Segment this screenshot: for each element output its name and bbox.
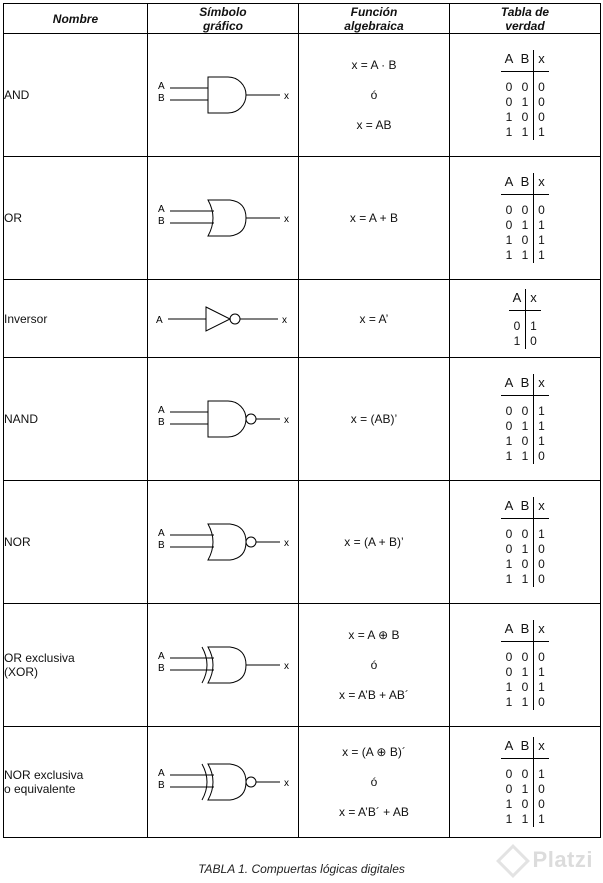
gate-name-cell bbox=[4, 280, 148, 358]
truth-table-value: 0 bbox=[533, 572, 549, 587]
gate-name-line2: (XOR) bbox=[4, 665, 38, 679]
truth-table bbox=[450, 173, 600, 263]
truth-table-value: 1 bbox=[533, 233, 549, 248]
platzi-watermark bbox=[501, 847, 593, 873]
header-row bbox=[4, 4, 601, 34]
gate-function-cell bbox=[298, 157, 449, 280]
truth-table bbox=[450, 289, 600, 349]
truth-table-header: x bbox=[533, 50, 549, 72]
input-a-label: A bbox=[157, 528, 165, 539]
truth-table bbox=[450, 50, 600, 140]
truth-table-value: 1 bbox=[505, 797, 513, 811]
truth-table-value: 0 bbox=[505, 767, 513, 781]
truth-table-value: 0 bbox=[533, 195, 549, 218]
truth-table-value: 1 bbox=[521, 419, 529, 433]
truth-table-cell bbox=[449, 280, 600, 358]
gate-function-cell bbox=[298, 727, 449, 838]
truth-table-value: 1 bbox=[521, 782, 529, 796]
truth-table-value: 1 bbox=[521, 665, 529, 679]
input-a-label: A bbox=[157, 204, 165, 215]
gate-function-cell bbox=[298, 358, 449, 481]
input-b-label: B bbox=[157, 540, 165, 551]
header-name-text: Nombre bbox=[52, 11, 99, 26]
input-b-label: B bbox=[157, 417, 165, 428]
gate-name-line1: OR exclusiva bbox=[4, 651, 75, 665]
truth-table-value: 1 bbox=[525, 311, 541, 334]
truth-table-value: 0 bbox=[505, 80, 513, 94]
truth-table-value: 0 bbox=[533, 110, 549, 125]
gate-symbol-cell bbox=[147, 604, 298, 727]
truth-table-value: 0 bbox=[521, 434, 529, 448]
truth-table-value: 0 bbox=[521, 110, 529, 124]
truth-table-header: A bbox=[509, 289, 525, 311]
truth-table-value: 1 bbox=[533, 665, 549, 680]
truth-table-value: 0 bbox=[533, 449, 549, 464]
function-expression: x = AB bbox=[356, 118, 392, 132]
truth-table-value: 1 bbox=[505, 812, 513, 826]
truth-table-value: 0 bbox=[521, 767, 529, 781]
truth-table-value: 1 bbox=[505, 110, 513, 124]
output-x-label: x bbox=[281, 314, 287, 326]
watermark-text: Platzi bbox=[532, 846, 593, 872]
truth-table-value: 1 bbox=[533, 396, 549, 419]
function-expression: x = A + B bbox=[349, 211, 398, 225]
output-x-label: x bbox=[283, 661, 289, 672]
truth-table-value: 1 bbox=[521, 542, 529, 556]
gate-row bbox=[4, 157, 601, 280]
input-a-label: A bbox=[157, 768, 165, 779]
truth-table-header: A bbox=[501, 50, 517, 72]
truth-table-header: A bbox=[501, 620, 517, 642]
input-b-label: B bbox=[157, 663, 165, 674]
truth-table-header: A bbox=[501, 497, 517, 519]
gate-row bbox=[4, 727, 601, 838]
truth-table-value: 1 bbox=[533, 218, 549, 233]
output-x-label: x bbox=[283, 214, 289, 225]
truth-table-value: 0 bbox=[533, 557, 549, 572]
nand-gate-icon bbox=[150, 389, 296, 449]
truth-table-value: 0 bbox=[513, 318, 521, 333]
truth-table-value: 1 bbox=[505, 557, 513, 571]
truth-table-value: 0 bbox=[505, 650, 513, 664]
truth-table-value: 0 bbox=[521, 404, 529, 418]
header-name bbox=[4, 4, 148, 34]
gate-row bbox=[4, 34, 601, 157]
header-symbol bbox=[147, 4, 298, 34]
truth-table-value: 1 bbox=[521, 248, 529, 262]
truth-table-cell bbox=[449, 157, 600, 280]
header-truth-line2: verdad bbox=[505, 18, 545, 33]
gate-name-line1: NOR bbox=[4, 535, 31, 549]
truth-table-value: 0 bbox=[521, 650, 529, 664]
truth-table-header: x bbox=[525, 289, 541, 311]
truth-table-value: 0 bbox=[521, 527, 529, 541]
input-a-label: A bbox=[157, 651, 165, 662]
truth-table-value: 1 bbox=[533, 419, 549, 434]
truth-table-value: 0 bbox=[533, 542, 549, 557]
truth-table-value: 1 bbox=[533, 519, 549, 542]
truth-table bbox=[450, 737, 600, 827]
gate-name-cell bbox=[4, 358, 148, 481]
xor-gate-icon bbox=[150, 635, 296, 695]
gate-name-line1: Inversor bbox=[4, 311, 48, 326]
truth-table-value: 1 bbox=[513, 333, 521, 348]
truth-table-value: 0 bbox=[533, 797, 549, 812]
gate-name-line1: OR bbox=[4, 211, 22, 225]
truth-table-value: 1 bbox=[521, 572, 529, 586]
header-function-line1: Función bbox=[350, 4, 398, 19]
gate-name-line2: o equivalente bbox=[4, 782, 76, 796]
truth-table-value: 0 bbox=[521, 233, 529, 247]
truth-table-header: A bbox=[501, 173, 517, 195]
input-a-label: A bbox=[155, 314, 163, 326]
gate-function-cell bbox=[298, 481, 449, 604]
truth-table bbox=[450, 374, 600, 464]
truth-table-value: 0 bbox=[521, 557, 529, 571]
truth-table-value: 0 bbox=[505, 542, 513, 556]
truth-table-value: 0 bbox=[505, 665, 513, 679]
truth-table-header: B bbox=[517, 374, 533, 396]
header-symbol-line1: Símbolo bbox=[199, 4, 247, 19]
truth-table-value: 1 bbox=[505, 125, 513, 139]
truth-table-value: 0 bbox=[505, 218, 513, 232]
header-truth-line1: Tabla de bbox=[500, 4, 550, 19]
truth-table-value: 0 bbox=[533, 642, 549, 665]
truth-table-cell bbox=[449, 358, 600, 481]
truth-table-header: B bbox=[517, 497, 533, 519]
truth-table-cell bbox=[449, 34, 600, 157]
truth-table bbox=[450, 497, 600, 587]
truth-table-value: 0 bbox=[505, 527, 513, 541]
function-expression: ó bbox=[370, 88, 378, 102]
platzi-logo-icon bbox=[496, 844, 530, 878]
truth-table-value: 0 bbox=[525, 334, 541, 349]
gate-symbol-cell bbox=[147, 157, 298, 280]
truth-table-cell bbox=[449, 727, 600, 838]
input-a-label: A bbox=[157, 405, 165, 416]
output-x-label: x bbox=[283, 538, 289, 549]
truth-table-value: 1 bbox=[505, 449, 513, 463]
table-caption: TABLA 1. Compuertas lógicas digitales bbox=[198, 862, 405, 876]
truth-table-value: 1 bbox=[505, 233, 513, 247]
header-symbol-line2: gráfico bbox=[202, 18, 243, 33]
truth-table-value: 1 bbox=[533, 812, 549, 827]
inverter-gate-icon bbox=[150, 289, 296, 349]
gate-row bbox=[4, 280, 601, 358]
truth-table-header: B bbox=[517, 50, 533, 72]
function-expression: ó bbox=[370, 658, 378, 672]
truth-table-value: 1 bbox=[521, 95, 529, 109]
gate-symbol-cell bbox=[147, 34, 298, 157]
logic-gates-table bbox=[3, 3, 601, 838]
truth-table-value: 1 bbox=[505, 680, 513, 694]
truth-table bbox=[450, 620, 600, 710]
truth-table-cell bbox=[449, 481, 600, 604]
gate-function-cell bbox=[298, 34, 449, 157]
input-b-label: B bbox=[157, 216, 165, 227]
truth-table-value: 1 bbox=[505, 695, 513, 709]
truth-table-header: B bbox=[517, 737, 533, 759]
truth-table-value: 0 bbox=[505, 404, 513, 418]
truth-table-value: 0 bbox=[505, 419, 513, 433]
gate-name-line1: AND bbox=[4, 88, 30, 102]
truth-table-value: 1 bbox=[521, 218, 529, 232]
function-expression: x = A’ bbox=[359, 311, 389, 326]
gate-symbol-cell bbox=[147, 358, 298, 481]
truth-table-value: 1 bbox=[521, 125, 529, 139]
gate-row bbox=[4, 481, 601, 604]
function-expression: x = A’B´ + AB bbox=[339, 805, 409, 819]
function-expression: x = (A ⊕ B)´ bbox=[342, 745, 406, 759]
function-expression: x = A ⊕ B bbox=[348, 628, 400, 642]
function-expression: x = A’B + AB´ bbox=[339, 688, 409, 702]
truth-table-header: x bbox=[533, 497, 549, 519]
gate-row bbox=[4, 358, 601, 481]
truth-table-value: 1 bbox=[521, 449, 529, 463]
xnor-gate-icon bbox=[150, 752, 296, 812]
output-x-label: x bbox=[283, 778, 289, 789]
truth-table-value: 0 bbox=[521, 203, 529, 217]
gate-name-cell bbox=[4, 481, 148, 604]
header-function bbox=[298, 4, 449, 34]
gate-function-cell bbox=[298, 604, 449, 727]
function-expression: x = (A + B)’ bbox=[344, 535, 404, 549]
gate-name-cell bbox=[4, 157, 148, 280]
truth-table-value: 1 bbox=[505, 434, 513, 448]
gate-name-line1: NOR exclusiva bbox=[4, 768, 84, 782]
gate-name-cell bbox=[4, 34, 148, 157]
function-expression: x = A · B bbox=[351, 58, 397, 72]
gate-symbol-cell bbox=[147, 727, 298, 838]
truth-table-header: x bbox=[533, 737, 549, 759]
gate-symbol-cell bbox=[147, 280, 298, 358]
header-function-line2: algebraica bbox=[344, 18, 404, 33]
truth-table-header: A bbox=[501, 374, 517, 396]
truth-table-value: 0 bbox=[521, 797, 529, 811]
or-gate-icon bbox=[150, 188, 296, 248]
truth-table-value: 1 bbox=[505, 248, 513, 262]
and-gate-icon bbox=[150, 65, 296, 125]
truth-table-value: 1 bbox=[533, 248, 549, 263]
output-x-label: x bbox=[283, 415, 289, 426]
truth-table-value: 0 bbox=[533, 782, 549, 797]
nor-gate-icon bbox=[150, 512, 296, 572]
truth-table-header: A bbox=[501, 737, 517, 759]
truth-table-value: 0 bbox=[533, 695, 549, 710]
input-a-label: A bbox=[157, 81, 165, 92]
truth-table-value: 0 bbox=[505, 782, 513, 796]
truth-table-value: 0 bbox=[521, 80, 529, 94]
truth-table-value: 0 bbox=[533, 95, 549, 110]
truth-table-value: 0 bbox=[533, 72, 549, 95]
truth-table-value: 1 bbox=[533, 680, 549, 695]
truth-table-value: 1 bbox=[533, 759, 549, 782]
gate-function-cell bbox=[298, 280, 449, 358]
truth-table-value: 1 bbox=[533, 125, 549, 140]
truth-table-value: 1 bbox=[521, 695, 529, 709]
truth-table-header: B bbox=[517, 620, 533, 642]
function-expression: ó bbox=[370, 775, 378, 789]
truth-table-value: 1 bbox=[505, 572, 513, 586]
truth-table-value: 1 bbox=[521, 812, 529, 826]
truth-table-header: x bbox=[533, 173, 549, 195]
input-b-label: B bbox=[157, 780, 165, 791]
truth-table-value: 1 bbox=[533, 434, 549, 449]
input-b-label: B bbox=[157, 93, 165, 104]
output-x-label: x bbox=[283, 91, 289, 102]
truth-table-cell bbox=[449, 604, 600, 727]
truth-table-header: x bbox=[533, 620, 549, 642]
truth-table-value: 0 bbox=[521, 680, 529, 694]
gate-name-cell bbox=[4, 727, 148, 838]
truth-table-value: 0 bbox=[505, 95, 513, 109]
gate-row bbox=[4, 604, 601, 727]
function-expression: x = (AB)’ bbox=[350, 412, 398, 426]
header-truth-table bbox=[449, 4, 600, 34]
truth-table-value: 0 bbox=[505, 203, 513, 217]
gate-symbol-cell bbox=[147, 481, 298, 604]
truth-table-header: x bbox=[533, 374, 549, 396]
truth-table-header: B bbox=[517, 173, 533, 195]
gate-name-cell bbox=[4, 604, 148, 727]
gate-name-line1: NAND bbox=[4, 412, 39, 426]
